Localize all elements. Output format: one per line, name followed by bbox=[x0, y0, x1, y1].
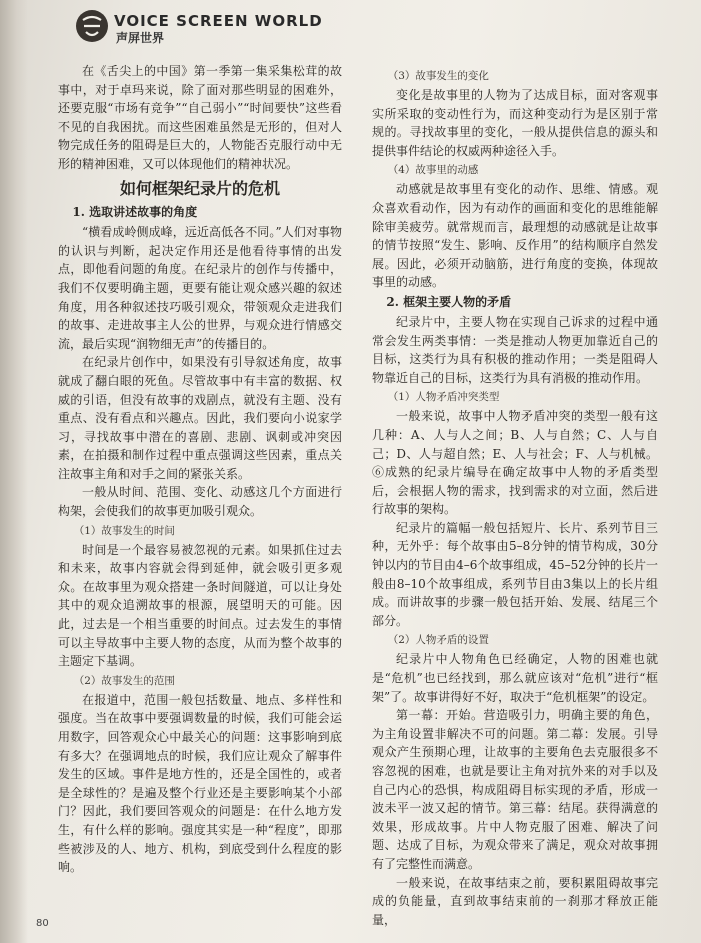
section-title: 如何框架纪录片的危机 bbox=[119, 178, 280, 198]
left-column bbox=[58, 62, 342, 877]
paragraph: 一般从时间、范围、变化、动感这几个方面进行构架，会使我们的故事更加吸引观众。 bbox=[58, 485, 342, 519]
magazine-logo-icon bbox=[74, 8, 110, 44]
subheading: （1）人物矛盾冲突类型 bbox=[387, 391, 500, 404]
paragraph: 纪录片的篇幅一般包括短片、长片、系列节目三种，无外乎：每个故事由5–8分钟的情节构成，30分钟以内的节目由4–6个故事组成，45–52分钟的长片一般由8–10个故事组成，系列节目由3集以上的长片组成。而讲故事的步骤一般包括开始、发展、结尾三个部分。 bbox=[372, 520, 658, 628]
subheading: （1）故事发生的时间 bbox=[73, 524, 175, 537]
subheading: （3）故事发生的变化 bbox=[387, 70, 489, 82]
paragraph: 在纪录片创作中，如果没有引导叙述角度，故事就成了翻白眼的死鱼。尽管故事中有丰富的数据、权威的引语，但没有故事的戏剧点，就没有主题、没有重点、没有看点和兴趣点。因此，我们要向小说家学习，寻找故事中潜在的喜剧、悲剧、讽刺或冲突因素，在拍摄和制作过程中重点强调这些因素，重点关注故事主角和对手之间的紧张关系。 bbox=[58, 355, 342, 481]
right-column bbox=[372, 66, 658, 929]
page-number: 80 bbox=[36, 918, 49, 929]
paragraph: 纪录片中人物角色已经确定，人物的困难也就是“危机”也已经找到，那么就应该对“危机”进行“框架”了。故事讲得好不好，取决于“危机框架”的设定。 bbox=[372, 652, 658, 704]
subheading: （4）故事里的动感 bbox=[387, 164, 479, 177]
paragraph: 在《舌尖上的中国》第一季第一集采集松茸的故事中，对于卓玛来说，除了面对那些明显的困难外，还要克服“市场有竞争”“自己弱小”“时间要快”这些看不见的自我困扰。而这些困难虽然是无形的，但对人物完成任务的阻碍是巨大的，人物能否克服行动中无形的精神困难，又可以体现他们的精神状况。 bbox=[58, 64, 342, 171]
paragraph: 纪录片中，主要人物在实现自己诉求的过程中通常会发生两类事情：一类是推动人物更加靠近自己的目标，这类行为具有积极的推动作用；一类是阻碍人物靠近自己的目标，这类行为具有消极的推动作用。 bbox=[372, 314, 658, 385]
masthead-title-cn: 声屏世界 bbox=[116, 31, 165, 45]
paragraph: 在报道中，范围一般包括数量、地点、多样性和强度。当在故事中要强调数量的时候，我们可能会运用数字，回答观众心中最关心的问题：这事影响到底有多大？在强调地点的时候，我们应让观众了解事件发生的区域。事件是地方性的，还是全国性的，或者是全球性的？是遍及整个行业还是主要影响某个小部门？因此，我们要回答观众的问题是：在什么地方发生，有什么样的影响。强度其实是一种“程度”，即那些被涉及的人、地方、机构，到底受到什么程度的影响。 bbox=[58, 692, 342, 875]
masthead bbox=[50, 8, 690, 44]
masthead-title-en: VOICE SCREEN WORLD bbox=[114, 12, 323, 30]
section-heading: 2. 框架主要人物的矛盾 bbox=[386, 294, 512, 309]
section-heading: 1. 选取讲述故事的角度 bbox=[72, 205, 198, 220]
page-binding-shadow bbox=[0, 0, 28, 943]
paragraph: 动感就是故事里有变化的动作、思维、情感。观众喜欢看动作，因为有动作的画面和变化的思维能解除审美疲劳。就常规而言，最理想的动感就是让故事的情节按照“发生、影响、反作用”的结构顺序自然发展。因此，必须开动脑筋，进行角度的变换，体现故事里的动感。 bbox=[372, 182, 658, 290]
paragraph: 变化是故事里的人物为了达成目标，面对客观事实所采取的变动性行为，而这种变动行为是区别于常规的。寻找故事里的变化，一般从提供信息的源头和提供事件结论的权威两种途径入手。 bbox=[372, 88, 658, 158]
paragraph: “横看成岭侧成峰，远近高低各不同。”人们对事物的认识与判断，起决定作用还是他看待事情的出发点，即他看问题的角度。在纪录片的创作与传播中，我们不仅要明确主题，更要有能让观众感兴趣的叙述角度，用各种叙述技巧吸引观众，带领观众走进我们的故事、走进故事主人公的世界，与观众进行情感交流，最后实现“润物细无声”的传播目的。 bbox=[58, 225, 342, 351]
paragraph: 时间是一个最容易被忽视的元素。如果抓住过去和未来，故事内容就会得到延伸，就会吸引更多观众。在故事里为观众搭建一条时间隧道，可以让身处其中的观众追溯故事的根源，展望明天的可能。因此，过去是一个相当重要的时间点。过去发生的事情可以主导故事中主要人物的态度，从而为整个故事的主题定下基调。 bbox=[58, 542, 342, 669]
subheading: （2）故事发生的范围 bbox=[73, 674, 175, 687]
paragraph: 一般来说，故事中人物矛盾冲突的类型一般有这几种：A、人与人之间；B、人与自然；C、人与自己；D、人与超自然；E、人与社会；F、人与机械。⑥成熟的纪录片编导在确定故事中人物的矛盾类型后，会根据人物的需求，找到需求的对立面，然后进行故事的架构。 bbox=[372, 409, 658, 517]
subheading: （2）人物矛盾的设置 bbox=[387, 634, 489, 647]
paragraph: 第一幕：开始。营造吸引力，明确主要的角色，为主角设置非解决不可的问题。第二幕：发展。引导观众产生预期心理，让故事的主要角色去克服很多不容忽视的困难，也就是要让主角对抗外来的对手以及自己内心的恐惧，构成阻碍目标实现的矛盾，形成一波未平一波又起的情节。第三幕：结尾。获得满意的效果，形成故事。片中人物克服了困难、解决了问题、达成了目标，为观众带来了满足，观众对故事拥有了完整性而满意。 bbox=[372, 708, 658, 871]
paragraph: 一般来说，在故事结束之前，要积累阻碍故事完成的负能量，直到故事结束前的一刹那才释放正能量， bbox=[372, 875, 658, 927]
